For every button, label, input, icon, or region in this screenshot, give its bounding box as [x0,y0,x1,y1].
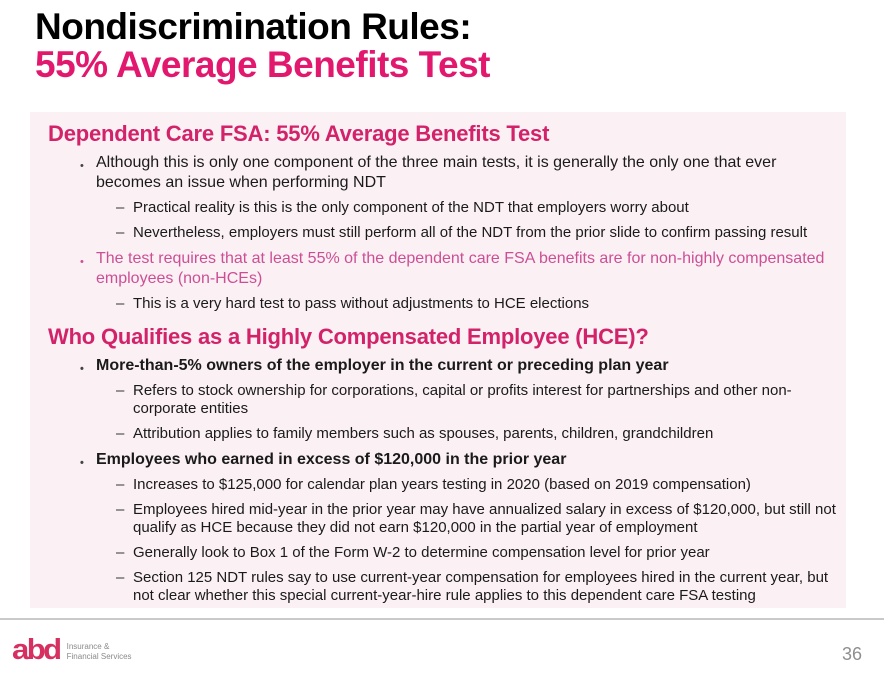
sub-bullet-text: Refers to stock ownership for corporations, capital or profits interest for partnerships and other non-corporate entities [133,382,792,417]
sub-bullet-item [116,544,838,562]
sub-bullet-item [116,476,838,494]
abd-logo-caption-line1: Insurance & [66,642,110,651]
slide-title [35,8,490,84]
sub-bullet-text: Nevertheless, employers must still perform all of the NDT from the prior slide to confirm passing result [133,224,808,241]
bullet-text: The test requires that at least 55% of the dependent care FSA benefits are for non-highly compensated employees (non-HCEs) [96,250,825,287]
bullet-icon: • [80,160,84,172]
dash-icon: – [116,295,125,312]
bullet-icon: • [80,457,84,469]
content-panel [30,112,846,608]
page-number: 36 [841,644,862,664]
sub-bullet-text: This is a very hard test to pass without adjustments to HCE elections [133,295,590,312]
bullet-text: Employees who earned in excess of $120,000 in the prior year [96,451,567,468]
bullet-icon: • [80,256,84,268]
sub-bullet-text: Employees hired mid-year in the prior year may have annualized salary in excess of $120,000, but still not qualify as HCE because they did not earn $120,000 in the partial year of employment [133,501,836,536]
dash-icon: – [116,224,125,241]
sub-bullet-item [116,224,838,242]
sub-bullet-item [116,569,838,605]
sub-bullet-item [116,295,838,313]
slide-title-line1: Nondiscrimination Rules: [35,6,472,47]
dash-icon: – [116,544,125,561]
section-heading-dependent-care-test: Dependent Care FSA: 55% Average Benefits Test [48,121,550,146]
abd-logo [12,633,132,666]
sub-bullet-text: Attribution applies to family members such as spouses, parents, children, grandchildren [133,425,714,442]
sub-bullet-item [116,501,838,537]
dash-icon: – [116,425,125,442]
abd-logo-caption-line2: Financial Services [66,651,132,661]
sub-bullet-text: Section 125 NDT rules say to use current-year compensation for employees hired in the current year, but not clear whether this special current-year-hire rule applies to this dependent care FSA testing [133,569,829,604]
dash-icon: – [116,382,125,399]
sub-bullet-text: Increases to $125,000 for calendar plan years testing in 2020 (based on 2019 compensation) [133,476,751,493]
abd-logo-caption [67,639,132,661]
dash-icon: – [116,569,125,586]
section-heading-hce-definition: Who Qualifies as a Highly Compensated Employee (HCE)? [48,324,649,349]
abd-logo-icon: abd [12,633,60,666]
slide-footer [0,618,884,674]
bullet-icon: • [80,363,84,375]
dash-icon: – [116,199,125,216]
sub-bullet-item [116,199,838,217]
bullet-item [80,450,838,470]
sub-bullet-text: Practical reality is this is the only component of the NDT that employers worry about [133,199,689,216]
sub-bullet-item [116,425,838,443]
bullet-item [80,153,838,193]
bullet-item [80,249,838,289]
slide-title-line2: 55% Average Benefits Test [35,44,490,85]
bullet-text: More-than-5% owners of the employer in the current or preceding plan year [96,357,669,374]
bullet-text: Although this is only one component of the three main tests, it is generally the only one that ever becomes an issue when performing NDT [96,154,777,191]
dash-icon: – [116,501,125,518]
sub-bullet-text: Generally look to Box 1 of the Form W-2 to determine compensation level for prior year [133,544,710,561]
bullet-item [80,356,838,376]
dash-icon: – [116,476,125,493]
sub-bullet-item [116,382,838,418]
